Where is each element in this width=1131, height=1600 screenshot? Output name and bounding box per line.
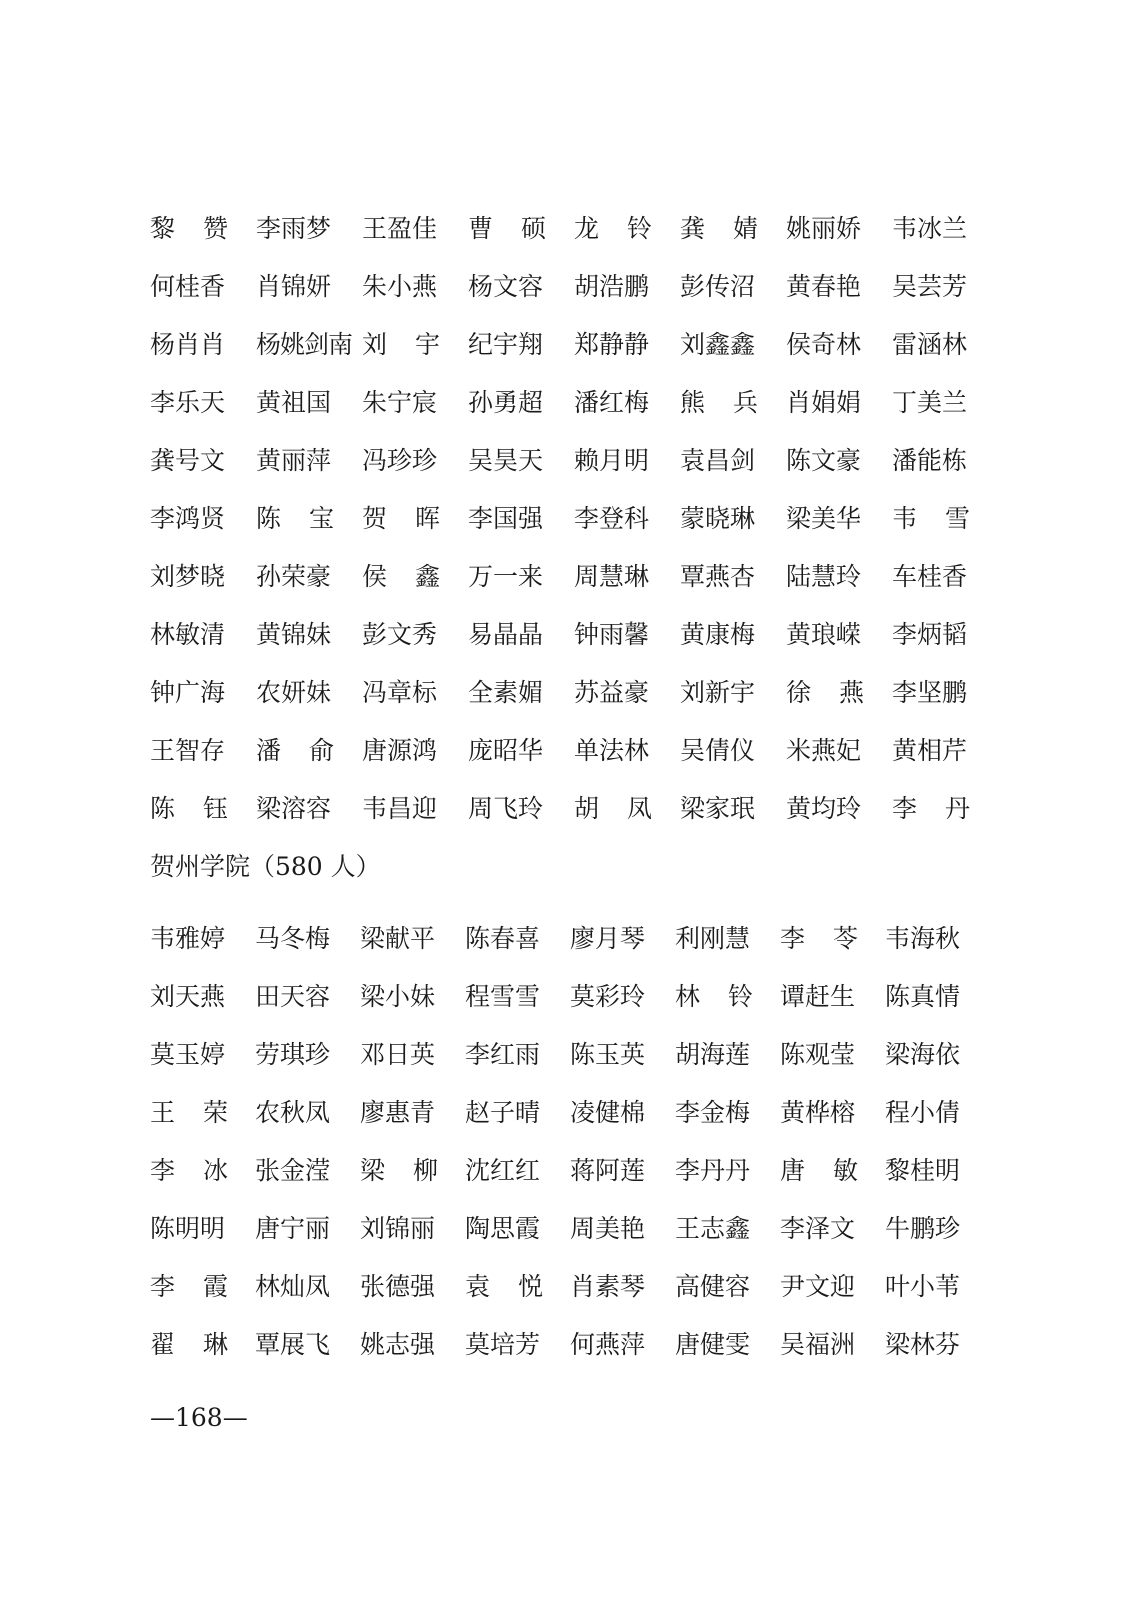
name-cell: 谭赶生 <box>780 982 856 1011</box>
name-cell: 张德强 <box>360 1272 436 1301</box>
name-cell: 韦冰兰 <box>892 214 968 243</box>
name-cell: 梁献平 <box>360 924 436 953</box>
name-cell: 黄康梅 <box>680 620 756 649</box>
name-cell: 刘梦晓 <box>150 562 226 591</box>
name-cell: 李登科 <box>574 504 650 533</box>
name-cell: 李泽文 <box>780 1214 856 1243</box>
name-cell: 林敏清 <box>150 620 226 649</box>
name-cell: 李冰 <box>150 1156 257 1185</box>
name-cell: 覃展飞 <box>255 1330 331 1359</box>
name-cell: 潘俞 <box>256 736 363 765</box>
section-heading: 贺州学院（580 人） <box>150 852 381 881</box>
name-cell: 何桂香 <box>150 272 226 301</box>
name-cell: 刘鑫鑫 <box>680 330 756 359</box>
name-row <box>150 1200 980 1258</box>
name-cell: 潘能栋 <box>892 446 968 475</box>
name-cell: 李丹丹 <box>675 1156 751 1185</box>
name-row <box>150 780 999 838</box>
name-cell: 李坚鹏 <box>892 678 968 707</box>
name-cell: 田天容 <box>255 982 331 1011</box>
name-cell: 侯奇林 <box>786 330 862 359</box>
name-cell: 王智存 <box>150 736 226 765</box>
name-row <box>150 432 980 490</box>
name-cell: 莫彩玲 <box>570 982 646 1011</box>
name-cell: 牛鹏珍 <box>885 1214 961 1243</box>
name-cell: 吴芸芳 <box>892 272 968 301</box>
name-cell: 黎桂明 <box>885 1156 961 1185</box>
name-cell: 肖娟娟 <box>786 388 862 417</box>
name-cell: 姚丽娇 <box>786 214 862 243</box>
name-cell: 彭文秀 <box>362 620 438 649</box>
name-cell: 雷涵林 <box>892 330 968 359</box>
name-cell: 刘天燕 <box>150 982 226 1011</box>
name-cell: 吴倩仪 <box>680 736 756 765</box>
name-cell: 王志鑫 <box>675 1214 751 1243</box>
name-cell: 袁昌剑 <box>680 446 756 475</box>
name-cell: 唐宁丽 <box>255 1214 331 1243</box>
name-cell: 米燕妃 <box>786 736 862 765</box>
name-cell: 梁海依 <box>885 1040 961 1069</box>
name-cell: 沈红红 <box>465 1156 541 1185</box>
name-cell: 易晶晶 <box>468 620 544 649</box>
name-cell: 曹硕 <box>468 214 575 243</box>
name-cell: 袁悦 <box>465 1272 572 1301</box>
name-cell: 孙勇超 <box>468 388 544 417</box>
name-cell: 李雨梦 <box>256 214 332 243</box>
name-cell: 潘红梅 <box>574 388 650 417</box>
name-cell: 梁柳 <box>360 1156 467 1185</box>
name-cell: 陈观莹 <box>780 1040 856 1069</box>
name-cell: 程小倩 <box>885 1098 961 1127</box>
name-cell: 冯章标 <box>362 678 438 707</box>
name-cell: 林灿凤 <box>255 1272 331 1301</box>
name-cell: 陈文豪 <box>786 446 862 475</box>
name-cell: 李鸿贤 <box>150 504 226 533</box>
name-cell: 赵子晴 <box>465 1098 541 1127</box>
name-cell: 梁林芬 <box>885 1330 961 1359</box>
name-cell: 庞昭华 <box>468 736 544 765</box>
name-cell: 黄丽萍 <box>256 446 332 475</box>
name-cell: 覃燕杏 <box>680 562 756 591</box>
name-cell: 杨文容 <box>468 272 544 301</box>
name-cell: 廖惠青 <box>360 1098 436 1127</box>
name-cell: 莫培芳 <box>465 1330 541 1359</box>
name-cell: 张金滢 <box>255 1156 331 1185</box>
name-row <box>150 374 980 432</box>
name-cell: 黄春艳 <box>786 272 862 301</box>
name-cell: 程雪雪 <box>465 982 541 1011</box>
name-cell: 刘宇 <box>362 330 469 359</box>
name-cell: 李国强 <box>468 504 544 533</box>
name-cell: 肖素琴 <box>570 1272 646 1301</box>
name-cell: 钟广海 <box>150 678 226 707</box>
name-cell: 劳琪珍 <box>255 1040 331 1069</box>
name-row <box>150 968 980 1026</box>
name-cell: 纪宇翔 <box>468 330 544 359</box>
name-cell: 龚婧 <box>680 214 787 243</box>
name-cell: 陶思霞 <box>465 1214 541 1243</box>
name-cell: 陈真情 <box>885 982 961 1011</box>
name-row <box>150 490 999 548</box>
name-cell: 周飞玲 <box>468 794 544 823</box>
name-cell: 黄桦榕 <box>780 1098 856 1127</box>
name-row <box>150 722 980 780</box>
name-cell: 苏益豪 <box>574 678 650 707</box>
name-cell: 王盈佳 <box>362 214 438 243</box>
name-cell: 熊兵 <box>680 388 787 417</box>
name-cell: 周美艳 <box>570 1214 646 1243</box>
name-cell: 李炳韬 <box>892 620 968 649</box>
name-cell: 钟雨馨 <box>574 620 650 649</box>
name-row <box>150 316 980 374</box>
name-cell: 陈春喜 <box>465 924 541 953</box>
name-cell: 刘新宇 <box>680 678 756 707</box>
name-cell: 单法林 <box>574 736 650 765</box>
name-cell: 黄琅嵘 <box>786 620 862 649</box>
name-cell: 吴昊天 <box>468 446 544 475</box>
name-cell: 何燕萍 <box>570 1330 646 1359</box>
name-cell: 唐源鸿 <box>362 736 438 765</box>
name-cell: 黎赞 <box>150 214 257 243</box>
name-cell: 李霞 <box>150 1272 257 1301</box>
name-cell: 韦昌迎 <box>362 794 438 823</box>
name-cell: 林铃 <box>675 982 782 1011</box>
name-cell: 刘锦丽 <box>360 1214 436 1243</box>
name-cell: 蒙晓琳 <box>680 504 756 533</box>
name-cell: 杨姚剑南 <box>256 330 353 359</box>
name-cell: 侯鑫 <box>362 562 469 591</box>
name-cell: 高健容 <box>675 1272 751 1301</box>
name-cell: 黄祖国 <box>256 388 332 417</box>
name-cell: 韦海秋 <box>885 924 961 953</box>
name-cell: 黄相芹 <box>892 736 968 765</box>
name-row <box>150 1084 980 1142</box>
page-number: —168— <box>150 1403 248 1432</box>
name-cell: 利刚慧 <box>675 924 751 953</box>
name-cell: 翟琳 <box>150 1330 257 1359</box>
name-list-block-2 <box>150 910 980 1374</box>
name-cell: 龚号文 <box>150 446 226 475</box>
name-cell: 梁家珉 <box>680 794 756 823</box>
name-cell: 丁美兰 <box>892 388 968 417</box>
name-cell: 黄锦妹 <box>256 620 332 649</box>
name-cell: 全素媚 <box>468 678 544 707</box>
name-list-block-1 <box>150 200 999 838</box>
name-cell: 赖月明 <box>574 446 650 475</box>
name-cell: 梁溶容 <box>256 794 332 823</box>
name-cell: 肖锦妍 <box>256 272 332 301</box>
name-cell: 贺晖 <box>362 504 469 533</box>
name-cell: 郑静静 <box>574 330 650 359</box>
name-cell: 周慧琳 <box>574 562 650 591</box>
name-cell: 车桂香 <box>892 562 968 591</box>
name-cell: 韦雪 <box>892 504 999 533</box>
name-row <box>150 606 980 664</box>
name-cell: 李乐天 <box>150 388 226 417</box>
name-cell: 龙铃 <box>574 214 681 243</box>
name-row <box>150 664 980 722</box>
name-row <box>150 910 980 968</box>
name-cell: 杨肖肖 <box>150 330 226 359</box>
name-cell: 李金梅 <box>675 1098 751 1127</box>
name-cell: 凌健棉 <box>570 1098 646 1127</box>
name-row <box>150 1142 980 1200</box>
name-row <box>150 200 980 258</box>
name-cell: 孙荣豪 <box>256 562 332 591</box>
name-row <box>150 1316 980 1374</box>
name-cell: 黄均玲 <box>786 794 862 823</box>
name-cell: 陈钰 <box>150 794 257 823</box>
name-cell: 叶小苇 <box>885 1272 961 1301</box>
name-cell: 陈玉英 <box>570 1040 646 1069</box>
name-cell: 陈明明 <box>150 1214 226 1243</box>
name-cell: 胡海莲 <box>675 1040 751 1069</box>
name-cell: 吴福洲 <box>780 1330 856 1359</box>
name-cell: 梁美华 <box>786 504 862 533</box>
name-cell: 马冬梅 <box>255 924 331 953</box>
name-cell: 冯珍珍 <box>362 446 438 475</box>
name-cell: 胡浩鹏 <box>574 272 650 301</box>
name-row <box>150 1258 980 1316</box>
name-cell: 彭传沼 <box>680 272 756 301</box>
name-cell: 尹文迎 <box>780 1272 856 1301</box>
name-row <box>150 548 980 606</box>
name-cell: 唐敏 <box>780 1156 887 1185</box>
name-row <box>150 258 980 316</box>
name-cell: 陈宝 <box>256 504 363 533</box>
name-cell: 农妍妹 <box>256 678 332 707</box>
name-cell: 李苓 <box>780 924 887 953</box>
name-cell: 邓日英 <box>360 1040 436 1069</box>
name-cell: 农秋凤 <box>255 1098 331 1127</box>
name-cell: 徐燕 <box>786 678 893 707</box>
name-cell: 王荣 <box>150 1098 257 1127</box>
name-cell: 唐健雯 <box>675 1330 751 1359</box>
name-cell: 姚志强 <box>360 1330 436 1359</box>
name-cell: 梁小妹 <box>360 982 436 1011</box>
name-row <box>150 1026 980 1084</box>
name-cell: 朱宁宸 <box>362 388 438 417</box>
name-cell: 蒋阿莲 <box>570 1156 646 1185</box>
name-cell: 韦雅婷 <box>150 924 226 953</box>
name-cell: 莫玉婷 <box>150 1040 226 1069</box>
name-cell: 廖月琴 <box>570 924 646 953</box>
name-cell: 万一来 <box>468 562 544 591</box>
name-cell: 李丹 <box>892 794 999 823</box>
name-cell: 陆慧玲 <box>786 562 862 591</box>
name-cell: 胡凤 <box>574 794 681 823</box>
name-cell: 朱小燕 <box>362 272 438 301</box>
name-cell: 李红雨 <box>465 1040 541 1069</box>
